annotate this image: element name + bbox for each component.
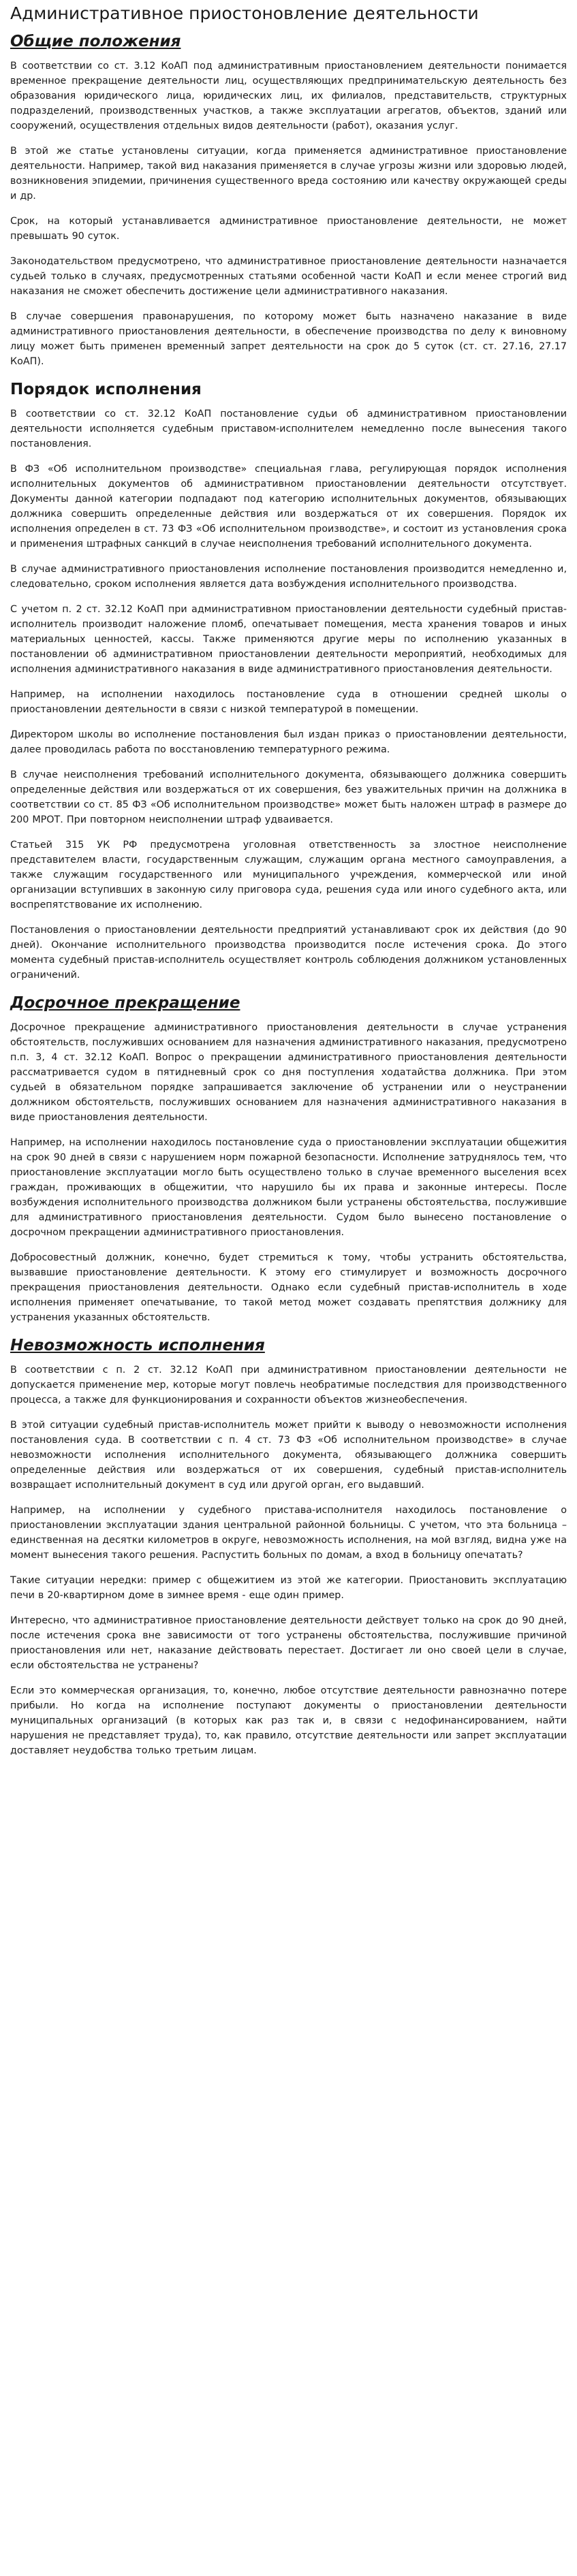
section: [10, 993, 567, 1325]
section-heading: Досрочное прекращение: [10, 994, 240, 1012]
paragraph: В соответствии со ст. 3.12 КоАП под административным приостановлением деятельности понимается временное прекращение деятельности лиц, осуществляющих предпринимательскую деятельность без образования юридического лица, юридических лиц, их филиалов, представительств, структурных подразделений, производственных участков, а также эксплуатации агрегатов, объектов, зданий или сооружений, осуществления отдельных видов деятельности (работ), оказания услуг.: [10, 61, 567, 131]
paragraph: Досрочное прекращение административного приостановления деятельности в случае устранения обстоятельств, послуживших основанием для назначения административного наказания, предусмотрено п.п. 3, 4 ст. 32.12 КоАП. Вопрос о прекращении административного приостановления деятельности рассматривается судом в пятидневный срок со дня поступления ходатайства должника. При этом судьей в обязательном порядке запрашивается заключение об устранении или о неустранении должником обстоятельств, послуживших основанием для назначения административного наказания в виде приостановления деятельности.: [10, 1022, 567, 1123]
paragraph: Добросовестный должник, конечно, будет стремиться к тому, чтобы устранить обстоятельства, вызвавшие приостановление деятельности. К этому его стимулирует и возможность досрочного прекращения приостановления деятельности. Однако если судебный пристав-исполнитель в ходе исполнения применяет опечатывание, то такой метод может создавать препятствия должнику для устранения указанных обстоятельств.: [10, 1252, 567, 1323]
paragraph: В ФЗ «Об исполнительном производстве» специальная глава, регулирующая порядок исполнения исполнительных документов об административном приостановлении деятельности отсутствует. Документы данной категории подпадают под категорию исполнительных документов, обязывающих должника совершить определенные действия или воздержаться от их совершения. Порядок их исполнения определен в ст. 73 ФЗ «Об исполнительном производстве», и состоит из установления срока и применения штрафных санкций в случае неисполнения требований исполнительного документа.: [10, 464, 567, 550]
section: [10, 1335, 567, 1758]
paragraph: В этой же статье установлены ситуации, когда применяется административное приостановление деятельности. Например, такой вид наказания применяется в случае угрозы жизни или здоровью людей, возникновения эпидемии, причинения существенного вреда состоянию или качеству окружающей среды и др.: [10, 146, 567, 202]
section-heading: Общие положения: [10, 33, 181, 50]
page-title: Административное приостоновление деятельности: [10, 3, 479, 23]
paragraph: Срок, на который устанавливается административное приостановление деятельности, не может превышать 90 суток.: [10, 216, 567, 242]
paragraph: Например, на исполнении находилось постановление суда о приостановлении эксплуатации общежития на срок 90 дней в связи с нарушением норм пожарной безопасности. Исполнение затруднялось тем, что приостановление эксплуатации могло быть осуществлено только в случае временного выселения всех граждан, проживающих в общежитии, что нарушило бы их права и законные интересы. После возбуждения исполнительного производства должником были устранены обстоятельства, послужившие для административного приостановления деятельности. Судом было вынесено постановление о досрочном прекращении административного приостановления.: [10, 1137, 567, 1238]
section: [10, 31, 567, 369]
paragraph: С учетом п. 2 ст. 32.12 КоАП при административном приостановлении деятельности судебный пристав-исполнитель производит наложение пломб, опечатывает помещения, места хранения товаров и иных материальных ценностей, кассы. Также применяются другие меры по исполнению указанных в постановлении об административном приостановлении деятельности мероприятий, необходимых для исполнения административного наказания в виде административного приостановления деятельности.: [10, 604, 567, 675]
paragraph: Законодательством предусмотрено, что административное приостановление деятельности назначается судьей только в случаях, предусмотренных статьями особенной части КоАП и если менее строгий вид наказания не сможет обеспечить достижение цели административного наказания.: [10, 256, 567, 297]
paragraph: Например, на исполнении у судебного пристава-исполнителя находилось постановление о приостановлении эксплуатации здания центральной районной больницы. С учетом, что эта больница – единственная на десятки километров в округе, невозможность исполнения, на мой взгляд, видна уже на момент вынесения такого решения. Распустить больных по домам, а вход в больницу опечатать?: [10, 1505, 567, 1561]
paragraph: Директором школы во исполнение постановления был издан приказ о приостановлении деятельности, далее проводилась работа по восстановлению температурного режима.: [10, 729, 567, 755]
paragraph: В соответствии с п. 2 ст. 32.12 КоАП при административном приостановлении деятельности не допускается применение мер, которые могут повлечь необратимые последствия для производственного процесса, а также для функционирования и сохранности объектов жизнеобеспечения.: [10, 1365, 567, 1405]
paragraph: В этой ситуации судебный пристав-исполнитель может прийти к выводу о невозможности исполнения постановления суда. В соответствии с п. 4 ст. 73 ФЗ «Об исполнительном производстве» в случае невозможности исполнения исполнительного документа, обязывающего должника совершить определенные действия или воздержаться от их совершения, судебный пристав-исполнитель возвращает исполнительный документ в суд или другой орган, его выдавший.: [10, 1420, 567, 1491]
paragraph: В случае совершения правонарушения, по которому может быть назначено наказание в виде административного приостановления деятельности, в обеспечение производства по делу к виновному лицу может быть применен временный запрет деятельности на срок до 5 суток (ст. ст. 27.16, 27.17 КоАП).: [10, 311, 567, 367]
section: [10, 379, 567, 983]
paragraph: В случае административного приостановления исполнение постановления производится немедленно и, следовательно, сроком исполнения является дата возбуждения исполнительного производства.: [10, 564, 567, 590]
paragraph: Постановления о приостановлении деятельности предприятий устанавливают срок их действия (до 90 дней). Окончание исполнительного производства производится после истечения срока. До этого момента судебный пристав-исполнитель осуществляет контроль соблюдения должником установленных ограничений.: [10, 925, 567, 981]
paragraph: Если это коммерческая организация, то, конечно, любое отсутствие деятельности равнозначно потере прибыли. Но когда на исполнение поступают документы о приостановлении деятельности муниципальных организаций (в которых как раз так и, в связи с недофинансированием, найти нарушения не представляет труда), то, как правило, отсутствие деятельности или запрет эксплуатации доставляет неудобства только третьим лицам.: [10, 1685, 567, 1756]
paragraph: В соответствии со ст. 32.12 КоАП постановление судьи об административном приостановлении деятельности исполняется судебным приставом-исполнителем немедленно после вынесения такого постановления.: [10, 409, 567, 449]
paragraph: Например, на исполнении находилось постановление суда в отношении средней школы о приостановлении деятельности в связи с низкой температурой в помещении.: [10, 689, 567, 715]
paragraph: Такие ситуации нередки: пример с общежитием из этой же категории. Приостановить эксплуатацию печи в 20-квартирном доме в зимнее время - еще один пример.: [10, 1575, 567, 1601]
paragraph: Статьей 315 УК РФ предусмотрена уголовная ответственность за злостное неисполнение представителем власти, государственным служащим, служащим органа местного самоуправления, а также служащим государственного или муниципального учреждения, коммерческой или иной организации вступивших в законную силу приговора суда, решения суда или иного судебного акта, или воспрепятствование их исполнению.: [10, 840, 567, 910]
paragraph: Интересно, что административное приостановление деятельности действует только на срок до 90 дней, после истечения срока вне зависимости от того устранены обстоятельства, послужившие причиной приостановления или нет, наказание действовать перестает. Достигает ли оно своей цели в случае, если обстоятельства не устранены?: [10, 1615, 567, 1671]
section-heading: Порядок исполнения: [10, 381, 202, 398]
section-heading: Невозможность исполнения: [10, 1337, 265, 1354]
paragraph: В случае неисполнения требований исполнительного документа, обязывающего должника совершить определенные действия или воздержаться от их совершения, без уважительных причин на должника в соответствии со ст. 85 ФЗ «Об исполнительном производстве» может быть наложен штраф в размере до 200 МРОТ. При повторном неисполнении штраф удваивается.: [10, 769, 567, 825]
article-body: [10, 31, 567, 1758]
